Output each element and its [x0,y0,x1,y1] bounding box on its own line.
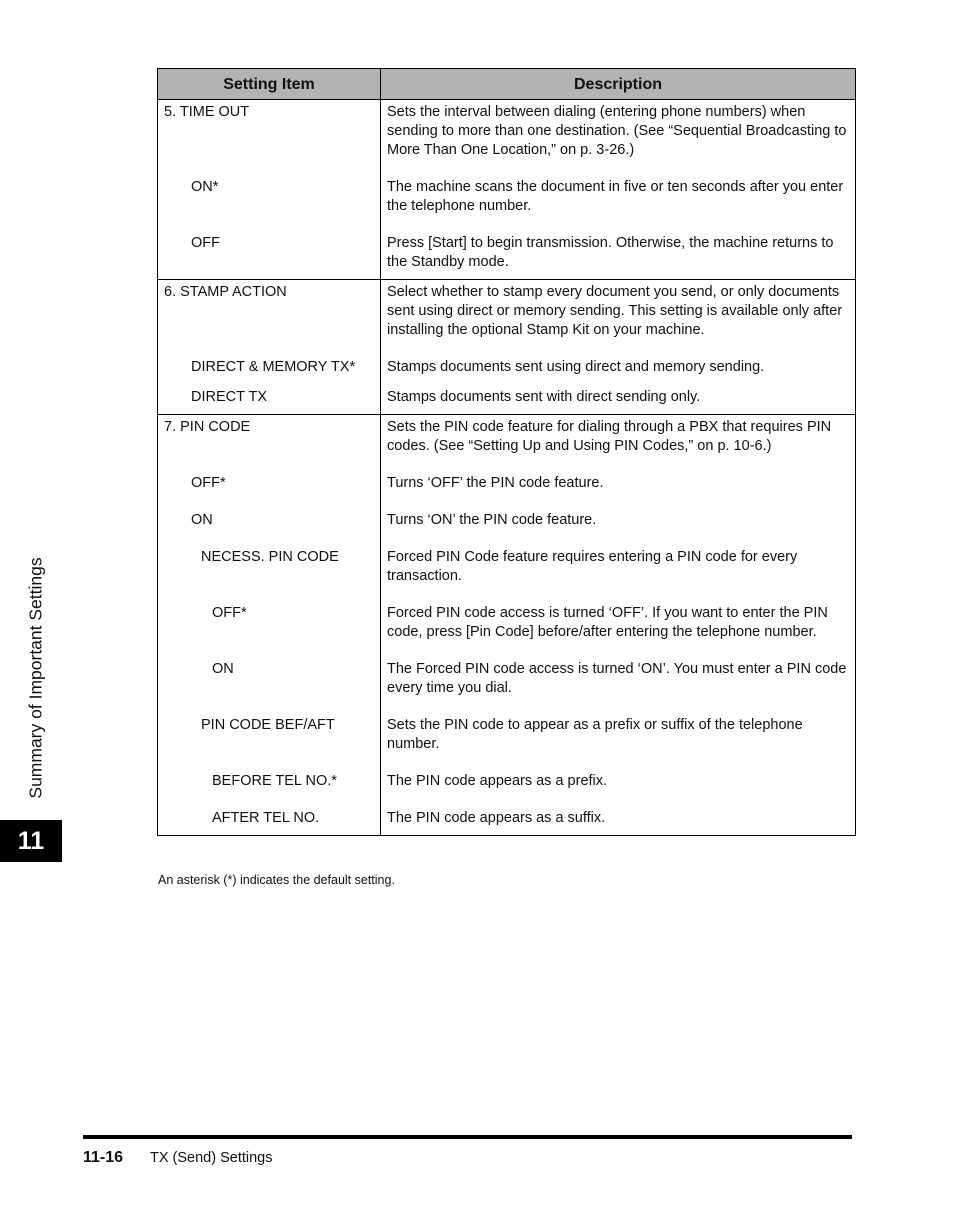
setting-item: ON [212,661,234,677]
setting-description: Sets the PIN code feature for dialing through a PBX that requires PIN codes. (See “Setting Up and Using PIN Codes,” on p. 10-6.) [387,419,832,454]
setting-item: DIRECT & MEMORY TX* [191,359,356,375]
table-row [158,280,856,341]
header-description: Description [381,69,856,100]
setting-item: NECESS. PIN CODE [201,549,339,565]
setting-description: Stamps documents sent with direct sending only. [387,389,701,405]
setting-item: ON [191,512,213,528]
setting-description: The PIN code appears as a suffix. [387,810,606,826]
setting-item: 6. STAMP ACTION [164,284,287,300]
footnote: An asterisk (*) indicates the default setting. [158,873,395,887]
setting-description: The Forced PIN code access is turned ‘ON’. You must enter a PIN code every time you dial. [387,661,847,696]
setting-description: Press [Start] to begin transmission. Otherwise, the machine returns to the Standby mode. [387,235,834,270]
table-row [158,456,856,493]
table-row [158,216,856,280]
table-row [158,377,856,415]
setting-item: AFTER TEL NO. [212,810,320,826]
setting-item: BEFORE TEL NO.* [212,773,337,789]
table-row [158,415,856,457]
setting-item: ON* [191,179,219,195]
table-row [158,530,856,586]
setting-item: PIN CODE BEF/AFT [201,717,335,733]
setting-description: Turns ‘OFF’ the PIN code feature. [387,475,604,491]
table-row [158,698,856,754]
table-row [158,586,856,642]
table-row [158,791,856,836]
setting-description: Turns ‘ON’ the PIN code feature. [387,512,597,528]
chapter-tab: 11 [0,820,62,862]
setting-description: Select whether to stamp every document you send, or only documents sent using direct or memory sending. This setting is available only after installing the optional Stamp Kit on your machine. [387,284,843,338]
setting-description: Forced PIN code access is turned ‘OFF’. If you want to enter the PIN code, press [Pin Code] before/after entering the telephone number. [387,605,828,640]
table-row [158,160,856,216]
setting-item: OFF* [212,605,247,621]
table-row [158,642,856,698]
section-title: TX (Send) Settings [150,1150,273,1166]
table-row [158,340,856,377]
setting-description: Sets the interval between dialing (entering phone numbers) when sending to more than one destination. (See “Sequential Broadcasting to More Than One Location,” on p. 3-26.) [387,104,847,158]
header-setting-item: Setting Item [158,69,381,100]
setting-item: DIRECT TX [191,389,268,405]
setting-description: The machine scans the document in five or ten seconds after you enter the telephone number. [387,179,844,214]
setting-description: Sets the PIN code to appear as a prefix or suffix of the telephone number. [387,717,803,752]
setting-item: 5. TIME OUT [164,104,250,120]
setting-item: 7. PIN CODE [164,419,251,435]
setting-description: Stamps documents sent using direct and memory sending. [387,359,765,375]
table-row [158,100,856,161]
setting-description: Forced PIN Code feature requires entering a PIN code for every transaction. [387,549,798,584]
table-row [158,493,856,530]
page-number: 11-16 [83,1149,124,1166]
table-row [158,754,856,791]
footer-rule [83,1135,852,1139]
side-tab-title: Summary of Important Settings [25,557,46,799]
setting-item: OFF [191,235,220,251]
setting-item: OFF* [191,475,226,491]
settings-table [157,68,856,836]
table-header-row [158,69,856,100]
setting-description: The PIN code appears as a prefix. [387,773,608,789]
